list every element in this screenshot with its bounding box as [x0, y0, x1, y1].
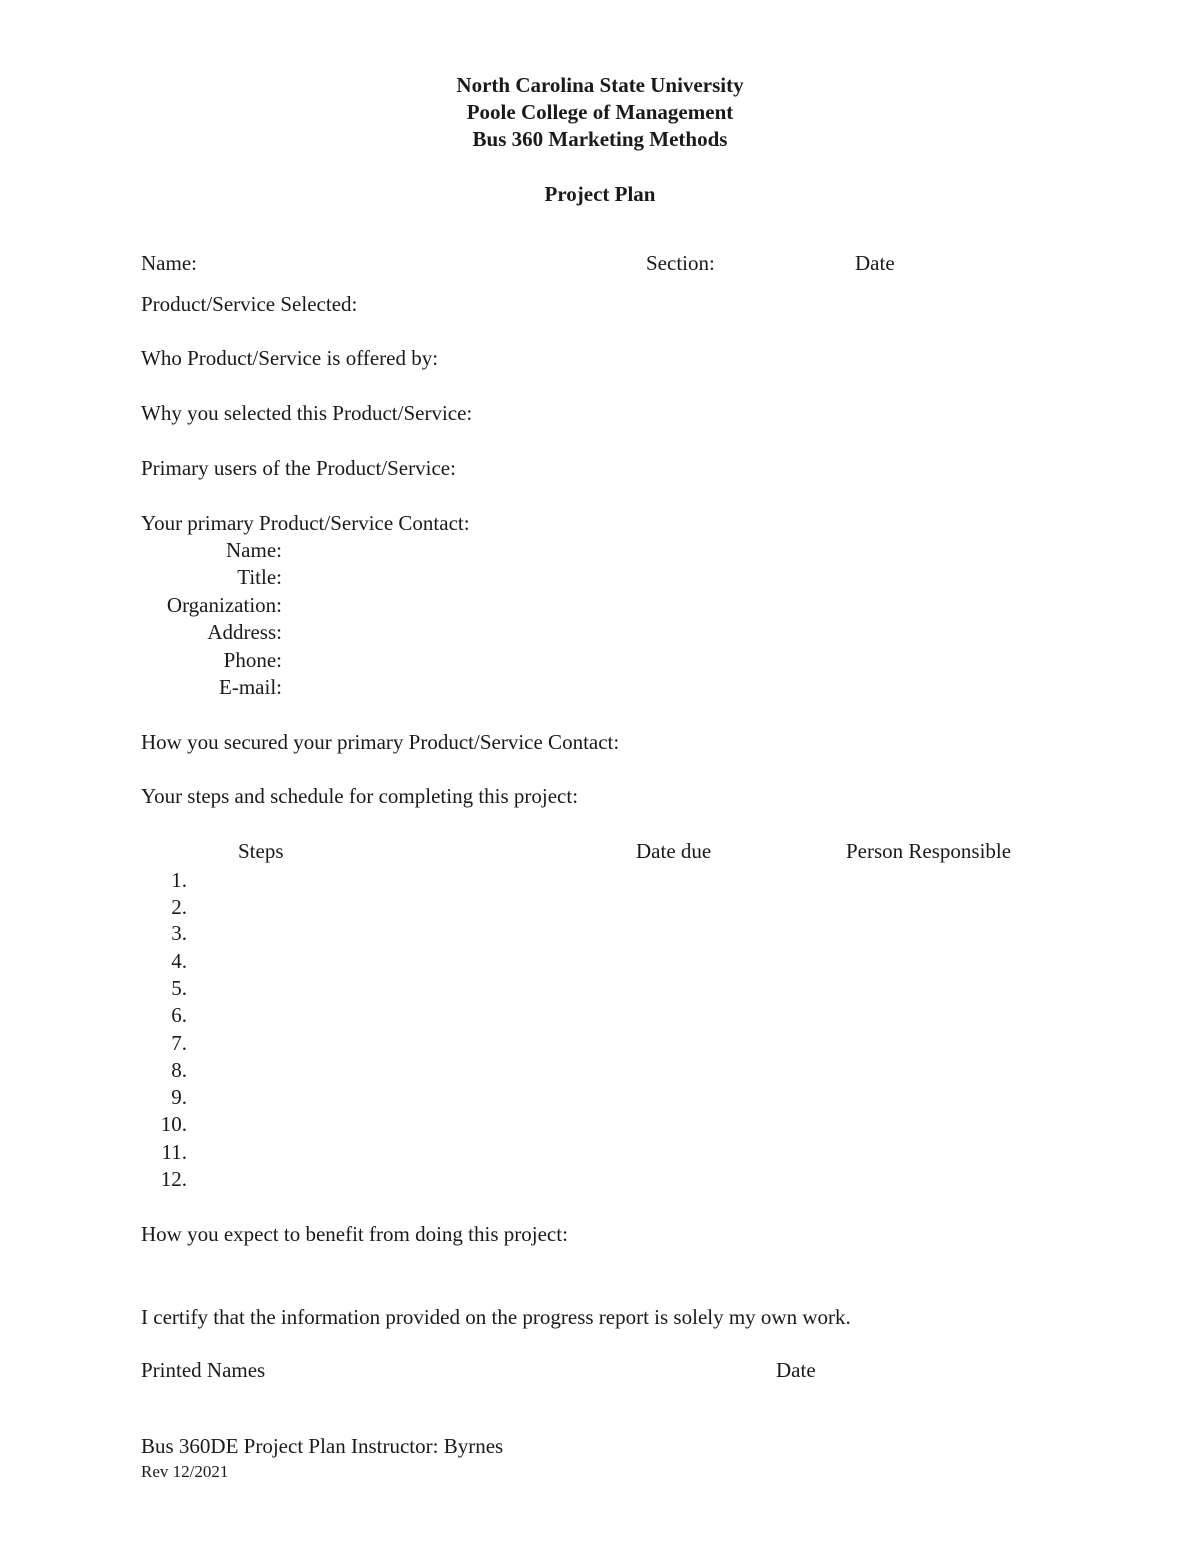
date-due-column-header: Date due: [636, 839, 712, 863]
contact-email-label: E-mail:: [219, 675, 282, 699]
contact-address-label: Address:: [207, 620, 282, 644]
why-selected-prompt: Why you selected this Product/Service:: [141, 401, 473, 425]
offered-by-prompt: Who Product/Service is offered by:: [141, 346, 439, 370]
step-number: 5.: [171, 976, 187, 1000]
contact-heading: Your primary Product/Service Contact:: [141, 511, 470, 535]
step-number: 8.: [171, 1058, 187, 1082]
benefit-prompt: How you expect to benefit from doing this project:: [141, 1222, 568, 1246]
step-number: 7.: [171, 1031, 187, 1055]
document-title: Project Plan: [544, 182, 656, 206]
footer-course-line: Bus 360DE Project Plan Instructor: Byrnes: [141, 1434, 504, 1458]
step-number: 3.: [171, 921, 187, 945]
printed-names-label: Printed Names: [141, 1358, 266, 1382]
step-number: 12.: [160, 1167, 187, 1191]
course-heading: Bus 360 Marketing Methods: [472, 127, 728, 151]
secured-contact-prompt: How you secured your primary Product/Service Contact:: [141, 730, 620, 754]
contact-title-label: Title:: [237, 565, 282, 589]
section-label: Section:: [646, 251, 715, 275]
contact-phone-label: Phone:: [223, 648, 282, 672]
contact-organization-label: Organization:: [166, 593, 282, 617]
step-number: 6.: [171, 1003, 187, 1027]
step-number: 10.: [160, 1112, 187, 1136]
college-heading: Poole College of Management: [466, 100, 734, 124]
step-number: 4.: [171, 949, 187, 973]
name-label: Name:: [141, 251, 197, 275]
certification-statement: I certify that the information provided on the progress report is solely my own work.: [141, 1305, 851, 1329]
step-number: 9.: [171, 1085, 187, 1109]
footer-revision: Rev 12/2021: [141, 1462, 229, 1481]
contact-name-label: Name:: [226, 538, 282, 562]
schedule-heading: Your steps and schedule for completing this project:: [141, 784, 579, 808]
product-selected-prompt: Product/Service Selected:: [141, 292, 358, 316]
signature-date-label: Date: [776, 1358, 816, 1382]
steps-column-header: Steps: [238, 839, 284, 863]
person-responsible-column-header: Person Responsible: [846, 839, 1012, 863]
university-heading: North Carolina State University: [456, 73, 744, 97]
step-number: 2.: [171, 895, 187, 919]
primary-users-prompt: Primary users of the Product/Service:: [141, 456, 456, 480]
step-number: 1.: [171, 868, 187, 892]
step-number: 11.: [161, 1140, 187, 1164]
date-label: Date: [855, 251, 895, 275]
